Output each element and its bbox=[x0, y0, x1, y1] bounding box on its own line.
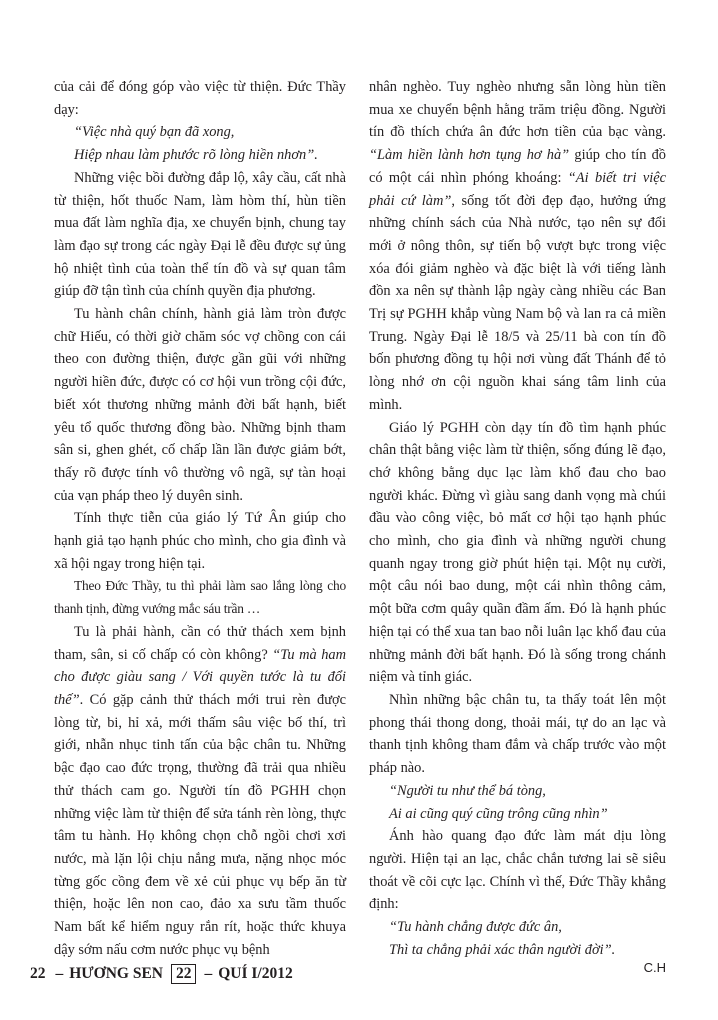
paragraph bbox=[369, 76, 666, 417]
text-span: “Tu hành chẳng được đức ân, bbox=[389, 919, 562, 936]
text-span: , sống tốt đời đẹp đạo, hưởng ứng những chính sách của Nhà nước, tạo nên sự đổi mới ở nông thôn, sự tiến bộ vượt bực trong việc xóa đói giảm nghèo và đặc biệt là với tiếng lành đồn xa nên sự thành lập ngày càng nhiều các Ban Trị sự PGHH khắp vùng Nam bộ và lan ra cả miền Trung. Ngày Đại lễ 18/5 và 25/11 bà con tín đồ bốn phương đồng tụ hội nơi vùng đất Thánh để tỏ lòng nhớ ơn cội nguồn khai sáng tâm linh của mình. bbox=[369, 192, 666, 413]
paragraph bbox=[369, 417, 666, 689]
text-span: Ai ai cũng quý cũng trông cũng nhìn” bbox=[389, 805, 608, 822]
text-span: Hiệp nhau làm phước rõ lòng hiền nhơn”. bbox=[74, 147, 318, 164]
text-span: Những việc bồi đường đắp lộ, xây cầu, cất nhà từ thiện, hốt thuốc Nam, làm hòm thí, hùn tiền mua đất làm nghĩa địa, xe chuyển bịnh, chung tay làm đạo sự trong các ngày Đại lễ đều được sự ủng hộ nhiệt tình của toàn thể tín đồ và sự quan tâm giúp đỡ tận tình của chính quyền địa phương. bbox=[54, 169, 346, 300]
quote-text: “Ai biết tri việc phải cứ làm” bbox=[369, 169, 666, 209]
verse-line bbox=[54, 121, 346, 144]
paragraph bbox=[54, 76, 346, 121]
text-span: Giáo lý PGHH còn dạy tín đồ tìm hạnh phúc chân thật bằng việc làm từ thiện, sống đúng lẽ đạo, chớ không bằng dục lạc làm khổ đau cho bao người khác. Đừng vì giàu sang danh vọng mà chúi đầu vào công việc, bỏ mất cơ hội tạo hạnh phúc cho mình, cho gia đình và những người chung quanh ngay trong giờ phút hiện tại. Một nụ cười, một câu nói bao dung, một cái nhìn thông cảm, một bữa cơm quây quần đầm ấm. Đó là hạnh phúc hiện tại có thể xua tan bao nỗi luân lạc khổ đau của những mảnh đời bất hạnh. Đó là sống trong chánh niệm và tỉnh giác. bbox=[369, 419, 666, 686]
text-span: Tu hành chân chính, hành giả làm tròn được chữ Hiếu, có thời giờ chăm sóc vợ chồng con cái theo con đường thiện, được gần gũi với những người hiền đức, được có cơ hội vun trồng cội đức, biết xót thương những mảnh đời bất hạnh, biết yêu tổ quốc thương đồng bào. Những bịnh tham sân si, ghen ghét, cố chấp lần lần được giảm bớt, thấy rõ được tính vô thường vô ngã, sự tàn hoại của vạn pháp theo lý duyên sinh. bbox=[54, 306, 346, 504]
paragraph bbox=[54, 167, 346, 303]
verse-line bbox=[54, 144, 346, 167]
text-span: Tu là phải hành, cần có thử thách xem bịnh tham, sân, si cố chấp có còn không? bbox=[54, 623, 346, 663]
footer-dash: – bbox=[55, 965, 64, 982]
text-span: Thì ta chẳng phải xác thân người đời”. bbox=[389, 941, 616, 958]
text-span: Ánh hào quang đạo đức làm mát dịu lòng người. Hiện tại an lạc, chắc chắn tương lai sẽ siêu thoát về cõi cực lạc. Chính vì thế, Đức Thầy khẳng định: bbox=[369, 828, 666, 913]
page-footer bbox=[30, 964, 293, 984]
page-number: 22 bbox=[30, 965, 46, 982]
paragraph bbox=[54, 507, 346, 575]
text-span: giúp cho tín đồ có một cái nhìn phóng khoáng: bbox=[369, 147, 666, 186]
text-span: Nhìn những bậc chân tu, ta thấy toát lên một phong thái thong dong, thoải mái, tự do an lạc và thanh tịnh không tham đắm và chấp trước vào một pháp nào. bbox=[369, 691, 666, 777]
issue-number-box: 22 bbox=[171, 964, 197, 984]
paragraph bbox=[54, 575, 346, 620]
footer-dash: – bbox=[204, 965, 213, 982]
quote-text: “Tu mà ham cho được giàu sang / Với quyền tước là tu đổi thế” bbox=[54, 646, 346, 708]
text-span: Theo Đức Thầy, tu thì phải làm sao lắng lòng cho thanh tịnh, đừng vướng mắc sáu trần … bbox=[54, 578, 346, 617]
quote-text: “Làm hiền lành hơn tụng hơ hà” bbox=[369, 147, 570, 164]
left-column bbox=[54, 76, 346, 961]
text-span: “Việc nhà quý bạn đã xong, bbox=[74, 124, 235, 141]
text-span: Tính thực tiễn của giáo lý Tứ Ân giúp cho hạnh giả tạo hạnh phúc cho mình, cho gia đình và xã hội ngay trong hiện tại. bbox=[54, 510, 346, 572]
verse-line bbox=[369, 803, 666, 826]
text-span: . Có gặp cảnh thử thách mới trui rèn được lòng từ, bi, hỉ xả, mới thấm sâu việc bố thí, trì giới, nhẫn nhục tinh tấn của bậc chân tu. Những bậc đạo cao đức trọng, thường đã trải qua nhiều thử thách cam go. Người tín đồ PGHH chọn những việc làm từ thiện để sửa tánh rèn lòng, thực tâm tu hành. Họ không chọn chỗ ngồi chơi xơi nước, mà lặn lội chịu nắng mưa, nặng nhọc móc từng gốc cồng đem về xẻ củi phục vụ bếp ăn từ thiện, hoặc lên non cao, đảo xa sưu tầm thuốc Nam bất kể hiểm nguy rắn rít, hoặc thức khuya dậy sớm nấu cơm nước phục vụ bệnh bbox=[54, 691, 346, 958]
right-column bbox=[369, 76, 666, 980]
magazine-title: HƯƠNG SEN bbox=[69, 965, 163, 982]
text-span: C.H bbox=[643, 960, 666, 976]
verse-line bbox=[369, 780, 666, 803]
issue-date: QUÍ I/2012 bbox=[218, 965, 293, 982]
paragraph bbox=[369, 825, 666, 916]
text-span: nhân nghèo. Tuy nghèo nhưng sẵn lòng hùn tiền mua xe chuyển bệnh hằng trăm triệu đồng. Người tín đồ thích chứa ân đức hơn tiền của bạc vàng. bbox=[369, 79, 666, 141]
verse-line bbox=[369, 916, 666, 939]
text-span: “Người tu như thể bá tòng, bbox=[389, 782, 546, 799]
text-span: của cải để đóng góp vào việc từ thiện. Đức Thầy dạy: bbox=[54, 79, 346, 118]
paragraph bbox=[54, 621, 346, 962]
paragraph bbox=[54, 303, 346, 507]
paragraph bbox=[369, 689, 666, 780]
